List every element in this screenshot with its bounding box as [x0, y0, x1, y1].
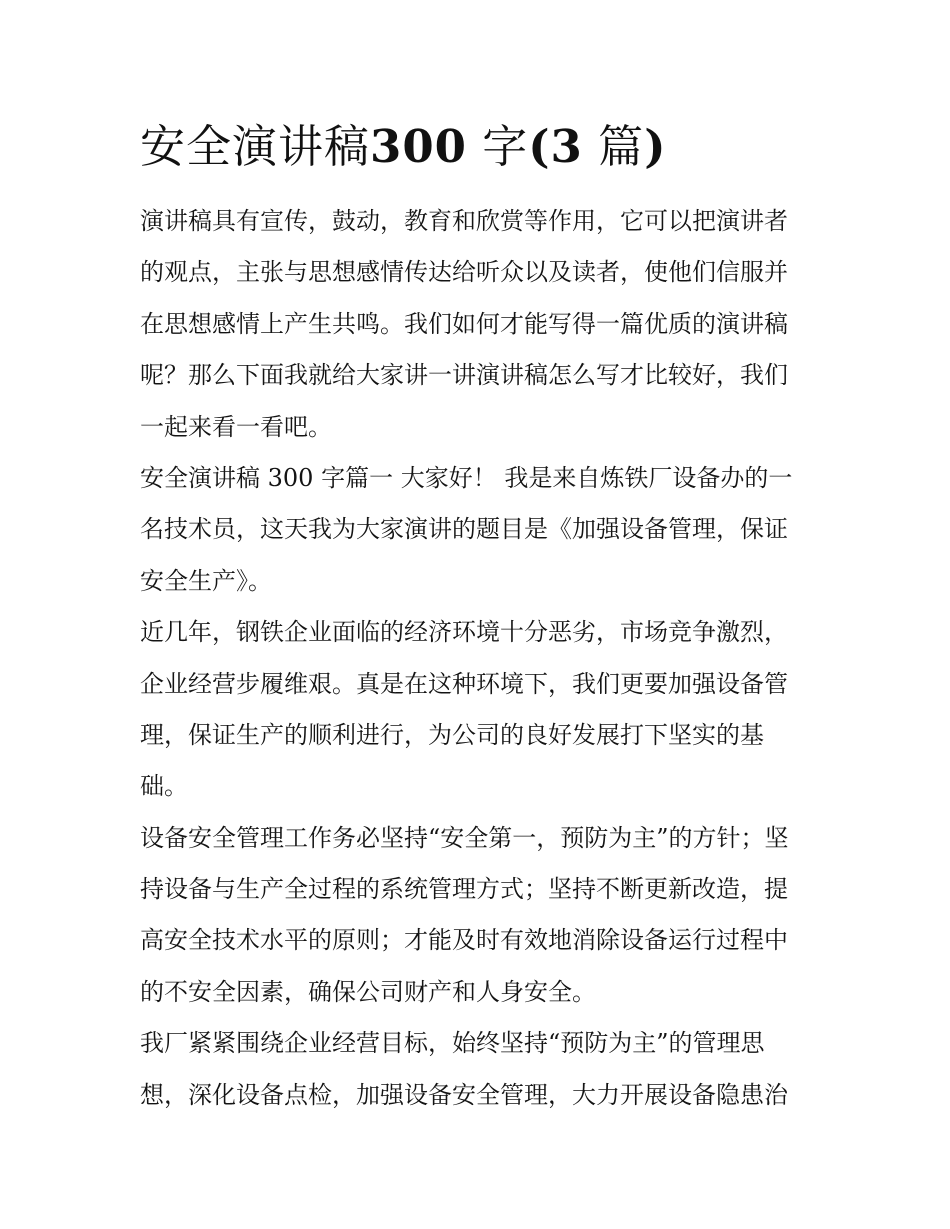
paragraph-intro: [140, 196, 812, 453]
text-line: 持设备与生产全过程的系统管理方式；坚持不断更新改造，提: [140, 875, 788, 904]
text-line: 础。: [140, 772, 188, 801]
text-line: 设备安全管理工作务必坚持“安全第一，预防为主”的方针；坚: [140, 823, 789, 852]
text-line: 的不安全因素，确保公司财产和人身安全。: [140, 977, 596, 1006]
text-line: 企业经营步履维艰。真是在这种环境下，我们更要加强设备管: [140, 669, 788, 698]
title-count: (3: [528, 120, 583, 173]
title-number: 300: [370, 120, 467, 173]
text-line: 理，保证生产的顺利进行，为公司的良好发展打下坚实的基: [140, 720, 764, 749]
text-line: 的观点，主张与思想感情传达给听众以及读者，使他们信服并: [140, 258, 788, 287]
title-unit: 字: [466, 120, 529, 173]
document-title: [140, 112, 666, 182]
paragraph-factory-goals: [140, 1018, 812, 1121]
title-text: 安全演讲稿: [140, 120, 371, 173]
text-line: 在思想感情上产生共鸣。我们如何才能写得一篇优质的演讲稿: [140, 309, 788, 338]
title-count-unit: 篇: [582, 120, 645, 173]
text-line: 安全演讲稿 300 字篇一 大家好！ 我是来自炼铁厂设备办的一: [140, 463, 793, 492]
paragraph-speech-opening: [140, 453, 812, 607]
title-close-paren: ): [644, 120, 667, 173]
paragraph-environment: [140, 607, 812, 813]
text-line: 想，深化设备点检，加强设备安全管理，大力开展设备隐患治: [140, 1080, 788, 1109]
text-line: 安全生产》。: [140, 566, 272, 595]
text-line: 我厂紧紧围绕企业经营目标，始终坚持“预防为主”的管理思: [140, 1029, 765, 1058]
text-line: 演讲稿具有宣传，鼓动，教育和欣赏等作用，它可以把演讲者: [140, 207, 788, 235]
text-line: 近几年，钢铁企业面临的经济环境十分恶劣，市场竞争激烈，: [140, 618, 788, 647]
text-line: 呢？那么下面我就给大家讲一讲演讲稿怎么写才比较好，我们: [140, 361, 788, 390]
text-line: 高安全技术水平的原则；才能及时有效地消除设备运行过程中: [140, 926, 788, 955]
paragraph-safety-policy: [140, 813, 812, 1019]
document-body: [140, 196, 812, 1121]
text-line: 名技术员，这天我为大家演讲的题目是《加强设备管理，保证: [140, 515, 788, 544]
text-line: 一起来看一看吧。: [140, 412, 332, 441]
